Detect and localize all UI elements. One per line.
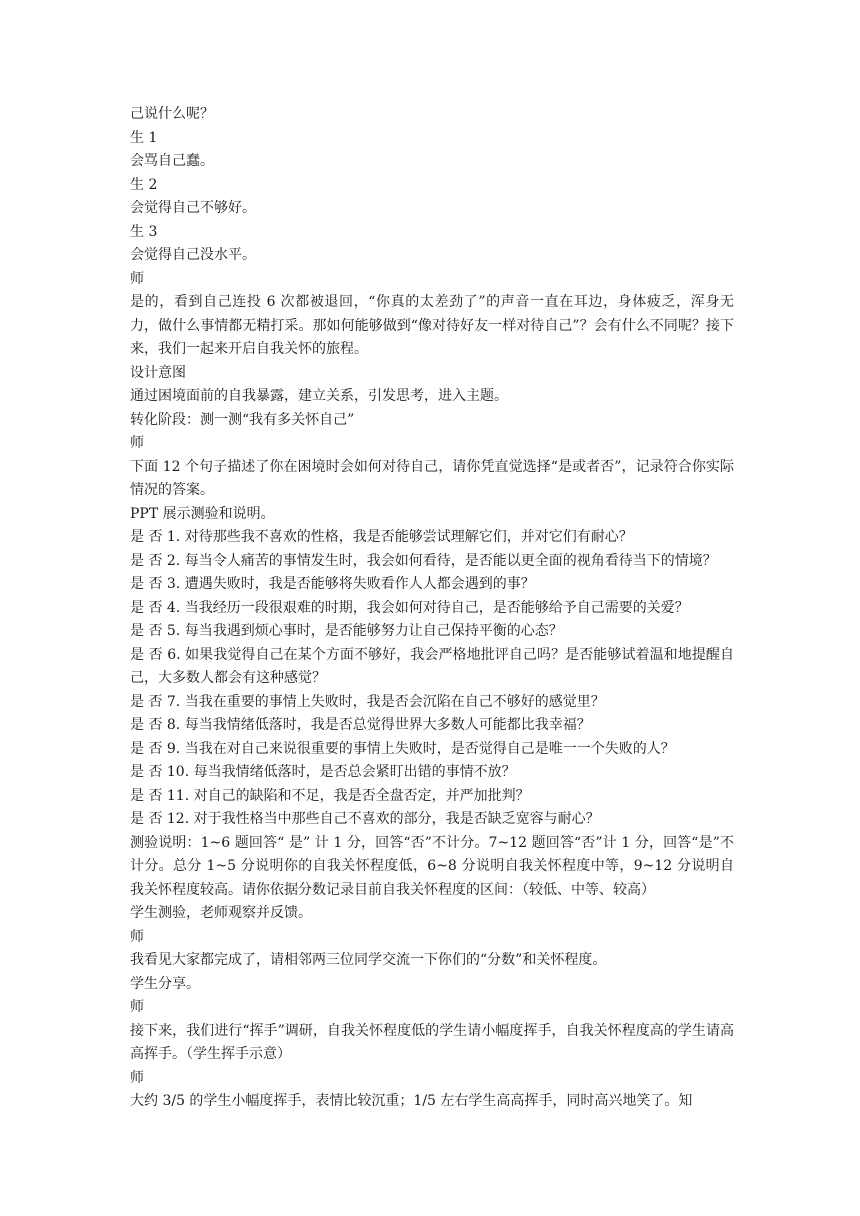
text-line: 学生分享。 bbox=[130, 975, 200, 992]
text-line: 己说什么呢？ bbox=[130, 106, 214, 122]
text-line: 会觉得自己没水平。 bbox=[130, 247, 256, 263]
quiz-item: 是 否 12. 对于我性格当中那些自己不喜欢的部分，我是否缺乏宽容与耐心？ bbox=[130, 811, 600, 827]
quiz-item: 是 否 7. 当我在重要的事情上失败时，我是否会沉陷在自己不够好的感觉里？ bbox=[130, 693, 605, 710]
quiz-item: 是 否 10. 每当我情绪低落时，是否总会紧盯出错的事情不放？ bbox=[130, 764, 516, 780]
quiz-item: 是 否 3. 遭遇失败时，我是否能够将失败看作人人都会遇到的事？ bbox=[130, 576, 535, 592]
section-label: 设计意图 bbox=[130, 364, 186, 381]
quiz-item: 是 否 5. 每当我遇到烦心事时，是否能够努力让自己保持平衡的心态？ bbox=[130, 623, 563, 639]
speaker-label: 师 bbox=[130, 1069, 144, 1086]
section-heading: 转化阶段：测一测“我有多关怀自己” bbox=[130, 411, 355, 428]
text-line: PPT 展示测验和说明。 bbox=[130, 505, 275, 522]
speaker-label: 生 2 bbox=[130, 176, 158, 193]
quiz-item: 是 否 6. 如果我觉得自己在某个方面不够好，我会严格地批评自己吗？是否能够试着温和地提醒自己，大多数人都会有这种感觉？ bbox=[130, 646, 734, 686]
speaker-label: 师 bbox=[130, 928, 144, 945]
paragraph: 测验说明：1~6 题回答“ 是” 计 1 分，回答“否”不计分。7~12 题回答“否”计 1 分，回答“是”不计分。总分 1~5 分说明你的自我关怀程度低，6~8 分说明自我关怀程度中等，9~12 分说明自我关怀程度较高。请你依据分数记录目前自我关怀程度的区间：（较低、中等、较高） bbox=[130, 834, 734, 898]
paragraph: 接下来，我们进行“挥手”调研，自我关怀程度低的学生请小幅度挥手，自我关怀程度高的学生请高高挥手。（学生挥手示意） bbox=[130, 1022, 734, 1062]
quiz-item: 是 否 4. 当我经历一段很艰难的时期，我会如何对待自己，是否能够给予自己需要的关爱？ bbox=[130, 599, 689, 616]
quiz-item: 是 否 9. 当我在对自己来说很重要的事情上失败时，是否觉得自己是唯一一个失败的人？ bbox=[130, 740, 675, 757]
text-line: 学生测验，老师观察并反馈。 bbox=[130, 905, 312, 921]
paragraph: 大约 3/5 的学生小幅度挥手，表情比较沉重；1/5 左右学生高高挥手，同时高兴地笑了。知 bbox=[130, 1093, 693, 1109]
speaker-label: 师 bbox=[130, 999, 144, 1015]
text-line: 会觉得自己不够好。 bbox=[130, 200, 256, 216]
speaker-label: 师 bbox=[130, 435, 144, 451]
quiz-item: 是 否 8. 每当我情绪低落时，我是否总觉得世界大多数人可能都比我幸福？ bbox=[130, 717, 591, 733]
paragraph: 我看见大家都完成了，请相邻两三位同学交流一下你们的“分数”和关怀程度。 bbox=[130, 952, 607, 968]
quiz-item: 是 否 2. 每当令人痛苦的事情发生时，我会如何看待，是否能以更全面的视角看待当下的情境？ bbox=[130, 552, 717, 569]
text-line: 会骂自己蠢。 bbox=[130, 153, 214, 169]
paragraph: 是的，看到自己连投 6 次都被退回，“你真的太差劲了”的声音一直在耳边，身体疲乏，浑身无力，做什么事情都无精打采。那如何能够做到“像对待好友一样对待自己”？会有什么不同呢？接下来，我们一起来开启自我关怀的旅程。 bbox=[130, 294, 734, 357]
quiz-item: 是 否 1. 对待那些我不喜欢的性格，我是否能够尝试理解它们，并对它们有耐心？ bbox=[130, 529, 633, 545]
speaker-label: 生 3 bbox=[130, 223, 158, 240]
quiz-item: 是 否 11. 对自己的缺陷和不足，我是否全盘否定，并严加批判？ bbox=[130, 787, 530, 804]
speaker-label: 生 1 bbox=[130, 129, 158, 146]
paragraph: 通过困境面前的自我暴露，建立关系，引发思考，进入主题。 bbox=[130, 388, 508, 404]
paragraph: 下面 12 个句子描述了你在困境时会如何对待自己，请你凭直觉选择“是或者否”，记录符合你实际情况的答案。 bbox=[130, 458, 734, 498]
speaker-label: 师 bbox=[130, 270, 144, 287]
document-body bbox=[130, 103, 734, 1114]
